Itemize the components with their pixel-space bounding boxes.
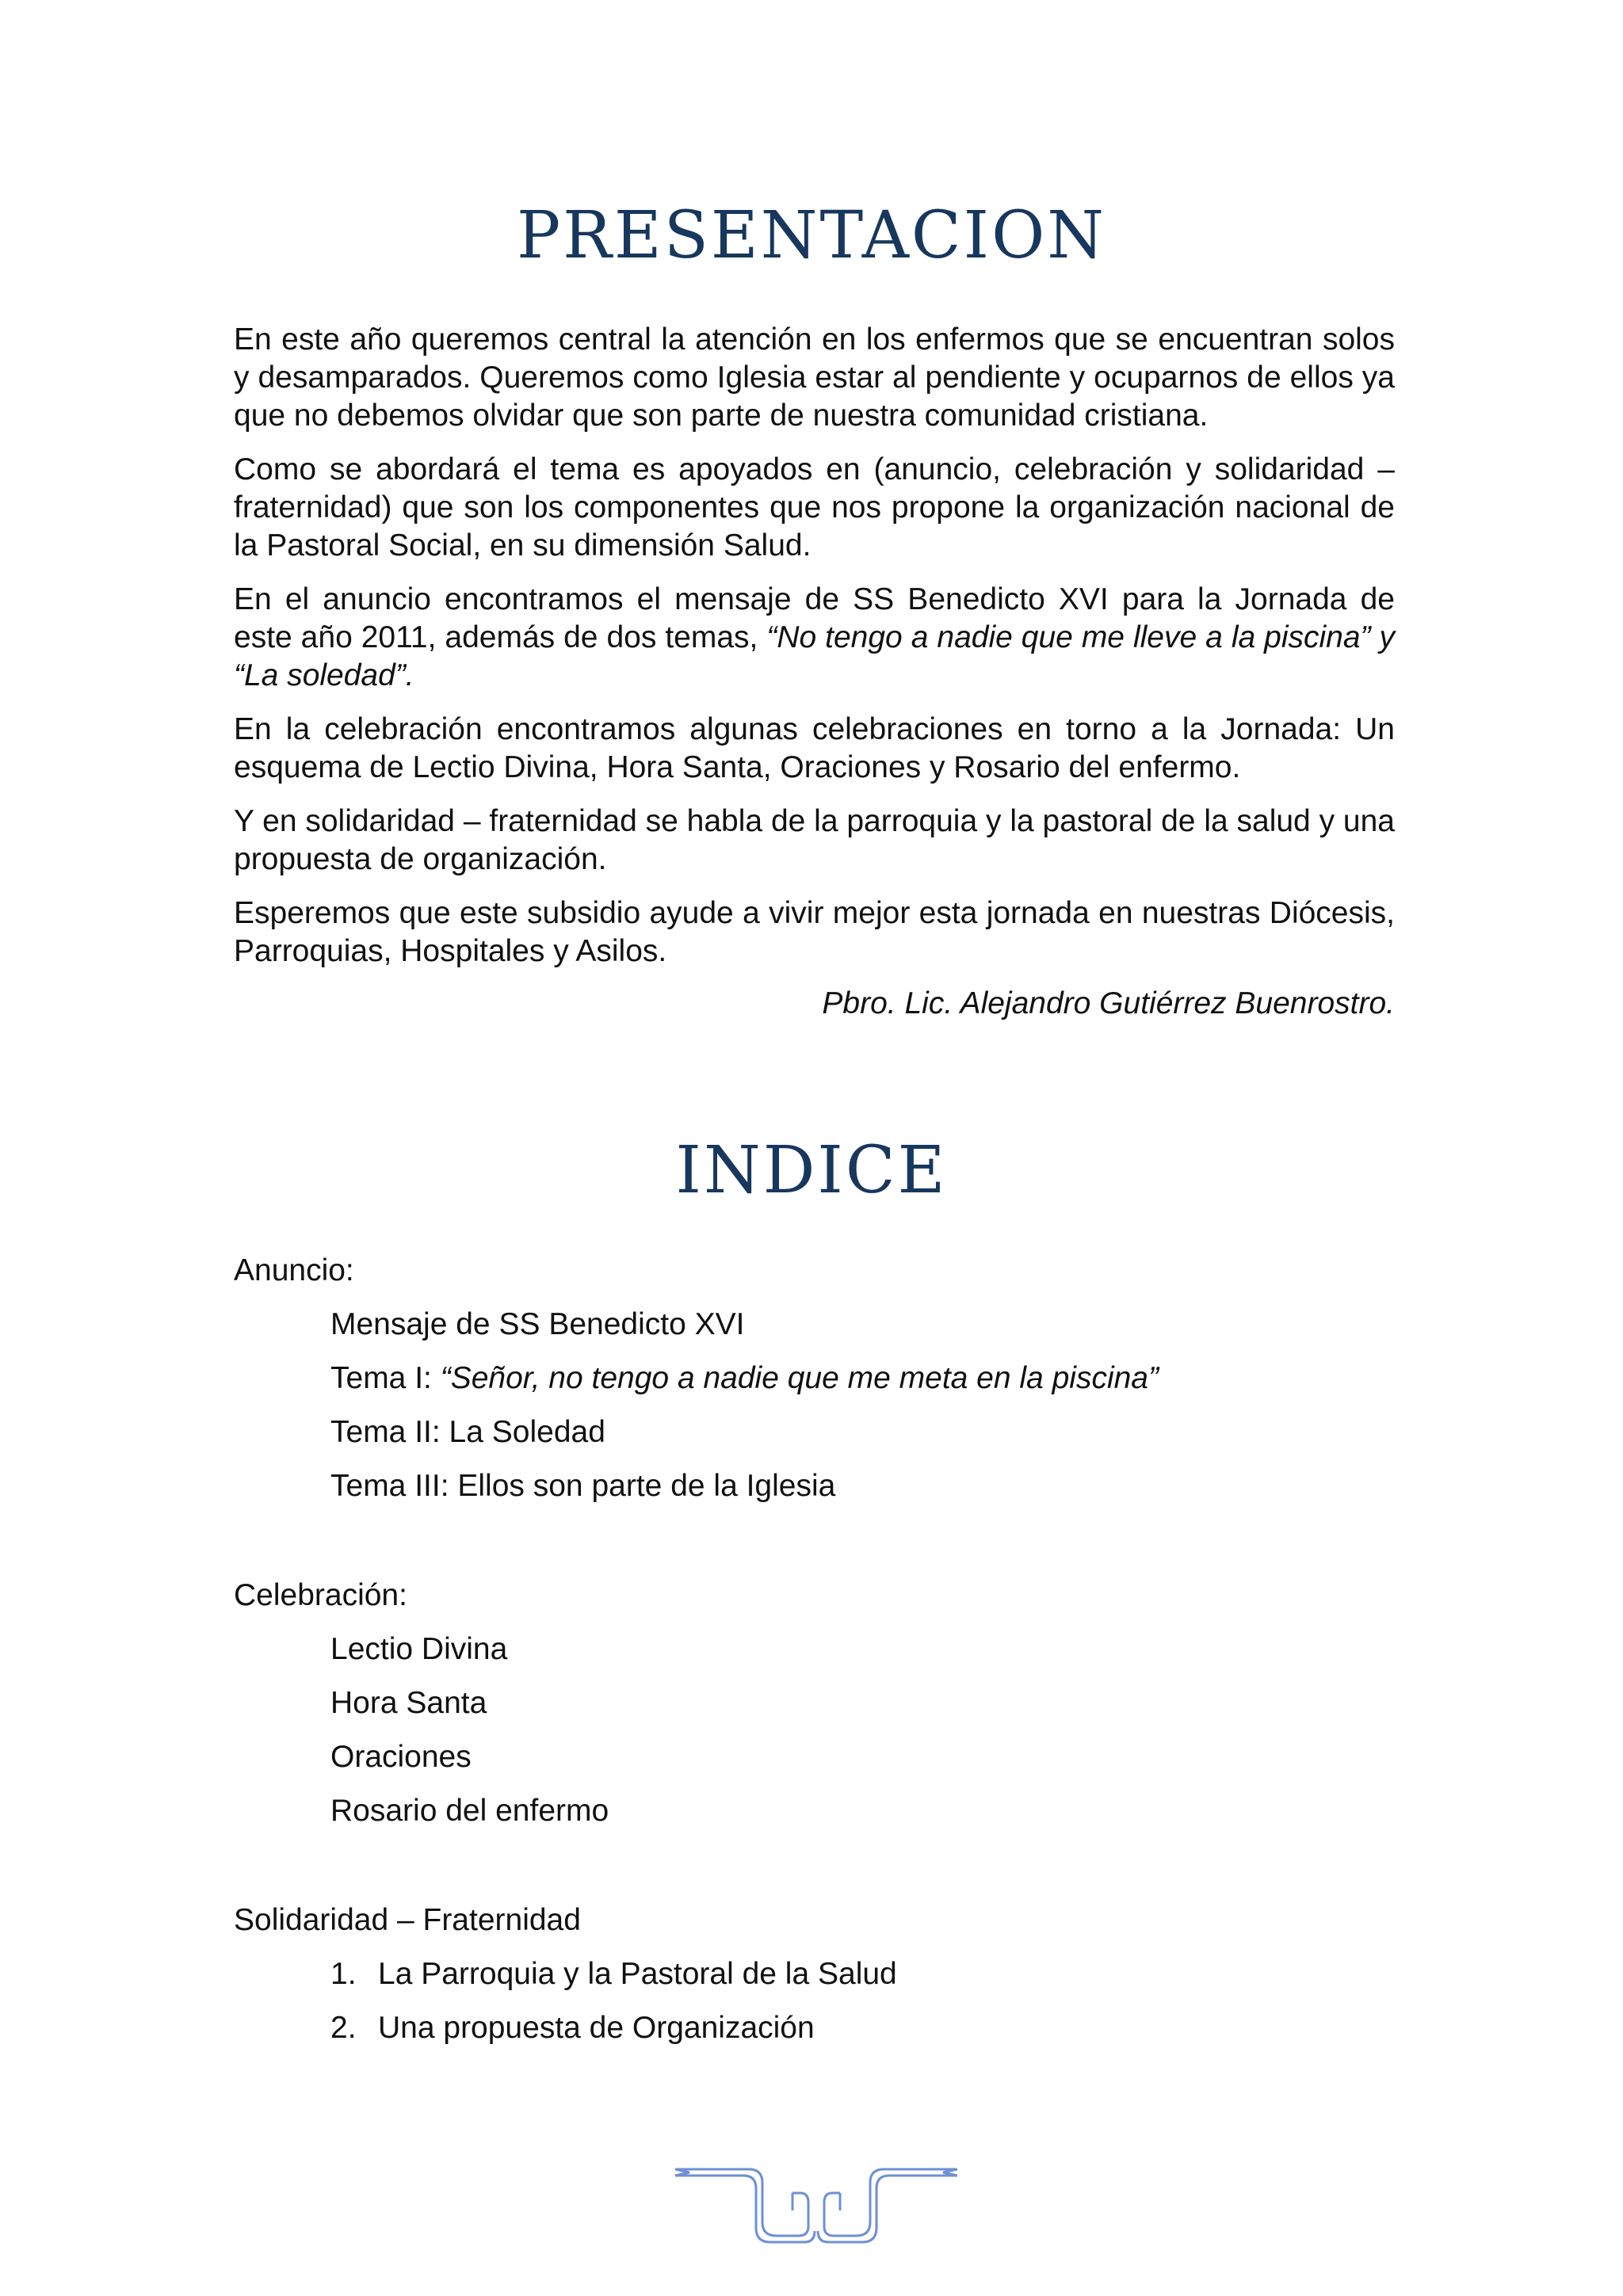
paragraph-3 (234, 581, 1395, 695)
item-number: 2. (330, 2011, 357, 2045)
paragraph-6: Esperemos que este subsidio ayude a vivir mejor esta jornada en nuestras Diócesis, Parroquias, Hospitales y Asilos. (234, 896, 1395, 968)
presentation-body (234, 321, 1395, 1023)
paragraph-1: En este año queremos central la atención en los enfermos que se encuentran solos y desamparados. Queremos como Iglesia estar al pendiente y ocuparnos de ellos ya que no debemos olvidar que son parte de nuestra comunidad cristiana. (234, 322, 1395, 433)
index-item: Oraciones (330, 1740, 472, 1774)
paragraph-3-italic: “No tengo a nadie que me lleve a la piscina” y “La soledad”. (234, 620, 1395, 692)
item-number: 1. (330, 1957, 357, 1991)
index-numbered-item (330, 1947, 897, 2001)
decorative-border-ornament-icon (674, 2163, 959, 2250)
index-item: Tema II: La Soledad (330, 1415, 605, 1449)
signature: Pbro. Lic. Alejandro Gutiérrez Buenrostro. (822, 986, 1395, 1020)
index-item: Mensaje de SS Benedicto XVI (330, 1307, 745, 1341)
index-numbered-item (330, 2001, 815, 2055)
item-text: Una propuesta de Organización (378, 2011, 815, 2045)
index-section-anuncio: Anuncio: (234, 1253, 354, 1287)
index-title: INDICE (675, 1133, 948, 1208)
index-item-italic: “Señor, no tengo a nadie que me meta en la piscina” (440, 1361, 1159, 1395)
index-section-solidaridad: Solidaridad – Fraternidad (234, 1903, 581, 1937)
index-section-celebracion: Celebración: (234, 1578, 407, 1612)
index-item: Hora Santa (330, 1686, 487, 1720)
index-item: Rosario del enfermo (330, 1794, 609, 1828)
paragraph-5: Y en solidaridad – fraternidad se habla de la parroquia y la pastoral de la salud y una propuesta de organización. (234, 804, 1395, 876)
index-item: Tema III: Ellos son parte de la Iglesia (330, 1469, 836, 1503)
index-item-prefix: Tema I: (330, 1361, 441, 1395)
presentation-title: PRESENTACION (516, 198, 1107, 273)
paragraph-3-text: En el anuncio encontramos el mensaje de SS Benedicto XVI para la Jornada de este año 2011, además de dos temas, (234, 582, 1395, 654)
paragraph-4: En la celebración encontramos algunas celebraciones en torno a la Jornada: Un esquema de Lectio Divina, Hora Santa, Oraciones y Rosario del enfermo. (234, 712, 1395, 784)
item-text: La Parroquia y la Pastoral de la Salud (378, 1957, 897, 1991)
paragraph-2: Como se abordará el tema es apoyados en (anuncio, celebración y solidaridad – fraternidad) que son los componentes que nos propone la organización nacional de la Pastoral Social, en su dimensión Salud. (234, 452, 1395, 563)
index-item: Lectio Divina (330, 1632, 508, 1666)
index-item (330, 1352, 1159, 1405)
